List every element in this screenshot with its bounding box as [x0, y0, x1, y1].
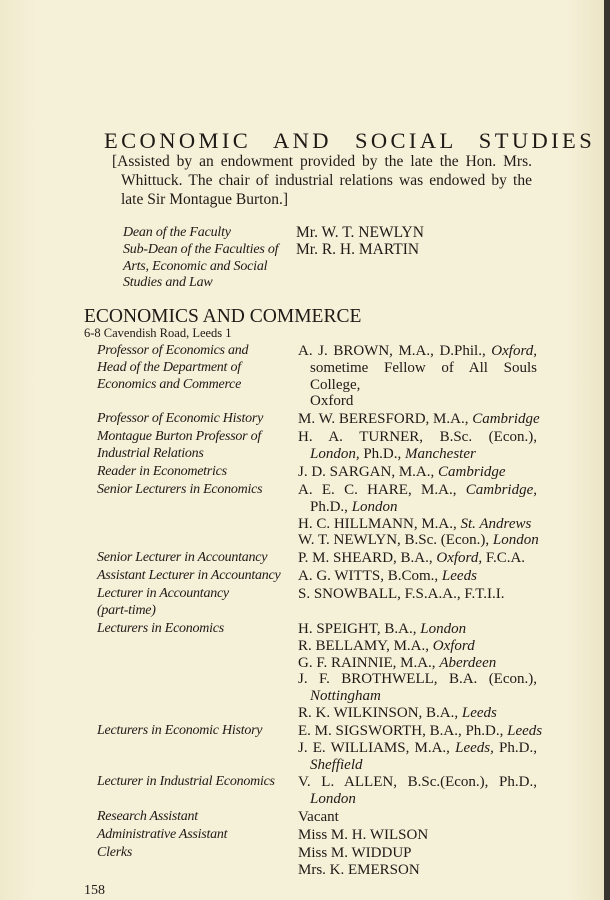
institution-text: Nottingham — [310, 688, 381, 705]
name-text: E. M. SIGSWORTH, B.A., Ph.D., — [298, 723, 508, 739]
staff-names — [298, 586, 537, 603]
name-text: Ph.D., — [359, 445, 406, 462]
staff-member-line — [298, 411, 540, 428]
staff-member-line — [298, 638, 537, 655]
staff-member-line — [298, 464, 537, 481]
section-address: 6-8 Cavendish Road, Leeds 1 — [84, 326, 232, 340]
staff-member — [298, 464, 537, 481]
position-title — [97, 827, 295, 844]
name-text: W. T. NEWLYN, B.Sc. (Econ.), — [298, 532, 493, 549]
name-text: sometime Fellow of All Souls College, — [310, 359, 537, 393]
staff-member-line — [298, 532, 537, 549]
name-text: S. SNOWBALL, F.S.A.A., F.T.I.I. — [298, 586, 505, 602]
position-title-line: Research Assistant — [97, 809, 198, 824]
staff-names — [298, 621, 537, 722]
staff-member-line — [298, 791, 537, 808]
staff-member — [298, 638, 537, 655]
institution-text: St. Andrews — [460, 515, 532, 532]
staff-member — [298, 740, 537, 774]
staff-names — [298, 568, 537, 585]
staff-member — [298, 532, 537, 549]
staff-member — [298, 845, 537, 862]
staff-member-line — [298, 343, 537, 360]
name-text: G. F. RAINNIE, M.A., — [298, 654, 440, 671]
staff-member-line — [298, 827, 537, 844]
institution-text: Cambridge, — [465, 482, 537, 498]
staff-member — [298, 705, 537, 722]
position-title-line: Senior Lecturers in Economics — [97, 482, 263, 497]
position-title — [97, 568, 295, 585]
staff-member-line — [298, 705, 537, 722]
staff-member-line — [298, 586, 537, 603]
position-title — [97, 586, 295, 620]
position-title — [97, 429, 295, 463]
name-text: Ph.D., — [493, 739, 537, 756]
name-text: F.C.A. — [482, 550, 526, 566]
name-text: Oxford — [310, 393, 354, 410]
staff-member-line — [298, 360, 537, 394]
section-heading: ECONOMICS AND COMMERCE — [84, 306, 362, 327]
name-text: H. C. HILLMANN, M.A., — [298, 515, 461, 532]
staff-member-line — [298, 621, 537, 638]
position-title — [97, 809, 295, 826]
name-text: Miss M. H. WILSON — [298, 827, 429, 843]
staff-names — [298, 827, 537, 844]
staff-member-line — [298, 550, 537, 567]
institution-text: Oxford — [432, 637, 475, 654]
staff-member-line — [298, 446, 537, 463]
institution-text: Oxford, — [491, 343, 537, 359]
name-text: H. A. TURNER, B.Sc. (Econ.), — [298, 429, 537, 445]
name-text: A. G. WITTS, B.Com., — [298, 568, 442, 584]
officer-value: Mr. R. H. MARTIN — [296, 241, 420, 258]
position-title — [97, 774, 295, 791]
staff-member — [298, 586, 537, 603]
name-text: J. F. BROTHWELL, B.A. (Econ.), — [298, 671, 537, 688]
staff-member-line — [298, 482, 537, 499]
staff-member — [298, 671, 537, 705]
position-title — [97, 482, 295, 499]
name-text: A. J. BROWN, M.A., D.Phil., — [298, 343, 492, 359]
institution-text: London — [310, 790, 356, 807]
name-text: Mrs. K. EMERSON — [298, 861, 420, 878]
position-title-line: Lecturer in Industrial Economics — [97, 774, 275, 789]
staff-member-line — [298, 393, 537, 410]
institution-text: Leeds — [441, 568, 477, 584]
staff-names — [298, 343, 537, 410]
staff-member-line — [298, 774, 537, 791]
staff-names — [298, 723, 543, 773]
institution-text: Manchester — [405, 445, 476, 462]
institution-text: Leeds, — [455, 739, 494, 756]
staff-member — [298, 516, 537, 533]
position-title-line: Montague Burton Professor of — [97, 429, 261, 444]
officer-value: Mr. W. T. NEWLYN — [296, 224, 424, 241]
position-title-line: Lecturer in Accountancy — [97, 586, 229, 601]
staff-member-line — [298, 655, 537, 672]
staff-member-line — [298, 429, 537, 446]
position-title-line: Head of the Department of — [97, 359, 241, 375]
staff-member — [298, 568, 537, 585]
name-text: J. E. WILLIAMS, M.A., — [298, 739, 456, 756]
staff-member-line — [298, 499, 537, 516]
endowment-note — [112, 152, 532, 209]
staff-member-line — [298, 671, 537, 688]
staff-member — [298, 809, 537, 826]
staff-names — [298, 482, 537, 549]
staff-member — [298, 774, 537, 808]
institution-text: Leeds — [507, 723, 543, 739]
staff-member — [298, 621, 537, 638]
position-title-line: Professor of Economic History — [97, 411, 264, 426]
name-text: H. SPEIGHT, B.A., — [298, 621, 421, 637]
name-text: V. L. ALLEN, B.Sc.(Econ.), Ph.D., — [298, 774, 537, 790]
staff-names — [298, 774, 537, 808]
staff-names — [298, 845, 537, 879]
staff-member — [298, 343, 537, 410]
staff-member-line — [298, 568, 537, 585]
position-title-line: Senior Lecturer in Accountancy — [97, 550, 268, 565]
position-title-line: Administrative Assistant — [97, 827, 228, 842]
institution-text: Leeds — [461, 704, 497, 721]
position-title-line: Reader in Econometrics — [97, 464, 227, 479]
staff-names — [298, 411, 540, 428]
officer-label: Dean of the Faculty — [123, 225, 231, 240]
position-title — [97, 723, 295, 740]
name-text: R. K. WILKINSON, B.A., — [298, 704, 462, 721]
name-text: M. W. BERESFORD, M.A., — [298, 411, 473, 427]
position-title-line: Lecturers in Economics — [97, 621, 224, 636]
institution-text: London — [351, 498, 398, 515]
name-text: Miss M. WIDDUP — [298, 845, 412, 861]
institution-text: London — [492, 532, 539, 549]
institution-text: Sheffield — [310, 756, 363, 773]
position-title-line: Professor of Economics and — [97, 343, 249, 358]
institution-text: Oxford, — [436, 550, 483, 566]
position-title-line: Industrial Relations — [97, 445, 204, 461]
staff-member — [298, 429, 537, 463]
position-title-line: Assistant Lecturer in Accountancy — [97, 568, 281, 583]
position-title-line: (part-time) — [97, 602, 156, 618]
name-text: Vacant — [298, 809, 339, 825]
position-title-line: Economics and Commerce — [97, 376, 242, 392]
staff-names — [298, 550, 537, 567]
staff-names — [298, 429, 537, 463]
staff-member-line — [298, 757, 537, 774]
position-title — [97, 343, 295, 393]
position-title — [97, 845, 295, 862]
position-title-line: Lecturers in Economic History — [97, 723, 263, 738]
endowment-note-text: [Assisted by an endowment provided by the late the Hon. Mrs. Whittuck. The chair of industrial relations was endowed by the late Sir Montague Burton.] — [112, 153, 532, 208]
officer-label: Sub-Dean of the Faculties of Arts, Economic and Social Studies and Law — [123, 242, 279, 290]
page-edge — [604, 0, 610, 900]
staff-names — [298, 464, 537, 481]
position-title — [97, 621, 295, 638]
staff-member — [298, 862, 537, 879]
institution-text: London, — [310, 445, 360, 462]
staff-member-line — [298, 862, 537, 879]
staff-member-line — [298, 516, 537, 533]
institution-text: London — [420, 621, 467, 637]
page-number: 158 — [84, 883, 105, 898]
staff-member-line — [298, 740, 537, 757]
position-title — [97, 411, 295, 428]
institution-text: Aberdeen — [439, 654, 497, 671]
institution-text: Cambridge — [438, 464, 506, 480]
position-title — [97, 550, 295, 567]
staff-member-line — [298, 809, 537, 826]
staff-member — [298, 723, 543, 740]
name-text: Ph.D., — [310, 498, 352, 515]
name-text: J. D. SARGAN, M.A., — [298, 464, 439, 480]
position-title — [97, 464, 295, 481]
name-text: A. E. C. HARE, M.A., — [298, 482, 466, 498]
officer-sub-dean — [123, 241, 420, 292]
staff-member — [298, 411, 540, 428]
staff-member-line — [298, 845, 537, 862]
staff-member — [298, 550, 537, 567]
staff-member — [298, 482, 537, 516]
institution-text: Cambridge — [472, 411, 540, 427]
staff-member — [298, 655, 537, 672]
page-title: ECONOMIC AND SOCIAL STUDIES — [104, 128, 596, 153]
position-title-line: Clerks — [97, 845, 133, 860]
officer-dean — [123, 224, 424, 242]
staff-names — [298, 809, 537, 826]
staff-member-line — [298, 723, 543, 740]
name-text: P. M. SHEARD, B.A., — [298, 550, 437, 566]
staff-member-line — [298, 688, 537, 705]
name-text: R. BELLAMY, M.A., — [298, 637, 433, 654]
staff-member — [298, 827, 537, 844]
